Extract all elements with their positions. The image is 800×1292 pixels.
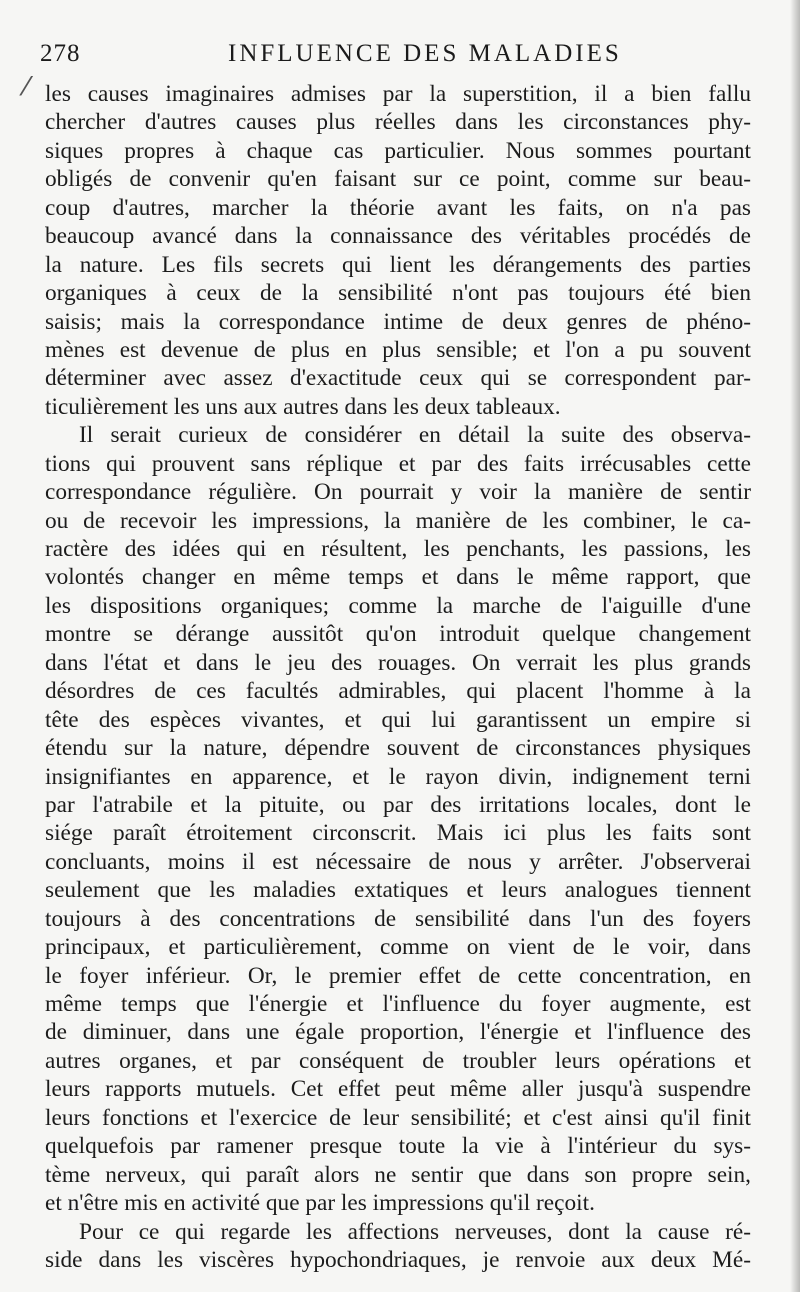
text-line: saisis; mais la correspondance intime de deux genres de phéno-: [45, 308, 751, 335]
text-line: et n'être mis en activité que par les impressions qu'il reçoit.: [45, 1190, 595, 1217]
text-line: la nature. Les fils secrets qui lient les dérangements des parties: [45, 251, 751, 278]
text-line: quelquefois par ramener presque toute la vie à l'intérieur du sys-: [45, 1133, 751, 1160]
text-line: concluants, moins il est nécessaire de nous y arrêter. J'observerai: [45, 848, 751, 875]
text-line: organiques à ceux de la sensibilité n'ont pas toujours été bien: [45, 280, 751, 307]
text-line: les causes imaginaires admises par la superstition, il a bien fallu: [45, 81, 751, 107]
text-line: Il serait curieux de considérer en détail la suite des observa-: [79, 422, 751, 449]
text-line: chercher d'autres causes plus réelles dans les circonstances phy-: [45, 109, 751, 136]
text-line: coup d'autres, marcher la théorie avant les faits, on n'a pas: [45, 194, 751, 221]
text-line: ractère des idées qui en résultent, les penchants, les passions, les: [45, 536, 751, 562]
text-line: siége paraît étroitement circonscrit. Mais ici plus les faits sont: [45, 820, 751, 847]
text-line: toujours à des concentrations de sensibilité dans l'un des foyers: [45, 905, 751, 932]
text-line: Pour ce qui regarde les affections nerveuses, dont la cause ré-: [79, 1218, 751, 1245]
page-number: 278: [40, 40, 81, 67]
page-body: [45, 80, 751, 1274]
margin-pencil-mark: ⁄: [24, 72, 29, 102]
text-line: autres organes, et par conséquent de troubler leurs opérations et: [45, 1047, 751, 1074]
text-line: tête des espèces vivantes, et qui lui garantissent un empire si: [45, 706, 751, 733]
text-line: ou de recevoir les impressions, la manière de les combiner, le ca-: [45, 507, 751, 534]
running-title: INFLUENCE DES MALADIES: [228, 40, 622, 67]
text-line: side dans les viscères hypochondriaques, je renvoie aux deux Mé-: [45, 1246, 751, 1273]
text-line: désordres de ces facultés admirables, qui placent l'homme à la: [45, 678, 751, 705]
page-header: [40, 38, 760, 74]
text-line: siques propres à chaque cas particulier. Nous sommes pourtant: [45, 137, 751, 164]
text-line: beaucoup avancé dans la connaissance des véritables procédés de: [45, 223, 751, 250]
page-edge-shadow: [790, 0, 800, 1292]
text-line: ticulièrement les uns aux autres dans les deux tableaux.: [45, 393, 561, 420]
text-line: correspondance régulière. On pourrait y voir la manière de sentir: [45, 479, 751, 506]
text-line: même temps que l'énergie et l'influence du foyer augmente, est: [45, 991, 751, 1017]
text-line: étendu sur la nature, dépendre souvent de circonstances physiques: [45, 735, 751, 762]
text-line: obligés de convenir qu'en faisant sur ce point, comme sur beau-: [45, 166, 751, 193]
text-line: mènes est devenue de plus en plus sensible; et l'on a pu souvent: [45, 336, 751, 363]
text-line: les dispositions organiques; comme la marche de l'aiguille d'une: [45, 592, 751, 619]
paragraph-2: [45, 421, 751, 1217]
text-line: leurs fonctions et l'exercice de leur sensibilité; et c'est ainsi qu'il finit: [45, 1104, 751, 1131]
text-line: de diminuer, dans une égale proportion, l'énergie et l'influence des: [45, 1019, 751, 1046]
text-line: principaux, et particulièrement, comme on vient de le voir, dans: [45, 934, 751, 961]
text-line: tème nerveux, qui paraît alors ne sentir que dans son propre sein,: [45, 1161, 751, 1188]
text-line: dans l'état et dans le jeu des rouages. On verrait les plus grands: [45, 649, 751, 676]
text-line: volontés changer en même temps et dans le même rapport, que: [45, 564, 751, 591]
text-line: tions qui prouvent sans réplique et par des faits irrécusables cette: [45, 450, 751, 477]
text-line: déterminer avec assez d'exactitude ceux qui se correspondent par-: [45, 365, 751, 392]
text-line: montre se dérange aussitôt qu'on introduit quelque changement: [45, 621, 751, 648]
paragraph-3: [45, 1218, 751, 1275]
text-line: par l'atrabile et la pituite, ou par des irritations locales, dont le: [45, 791, 751, 818]
text-line: le foyer inférieur. Or, le premier effet de cette concentration, en: [45, 962, 751, 989]
text-line: seulement que les maladies extatiques et leurs analogues tiennent: [45, 877, 751, 904]
paragraph-1: [45, 80, 751, 421]
text-line: leurs rapports mutuels. Cet effet peut même aller jusqu'à suspendre: [45, 1076, 751, 1103]
text-line: insignifiantes en apparence, et le rayon divin, indignement terni: [45, 763, 751, 790]
